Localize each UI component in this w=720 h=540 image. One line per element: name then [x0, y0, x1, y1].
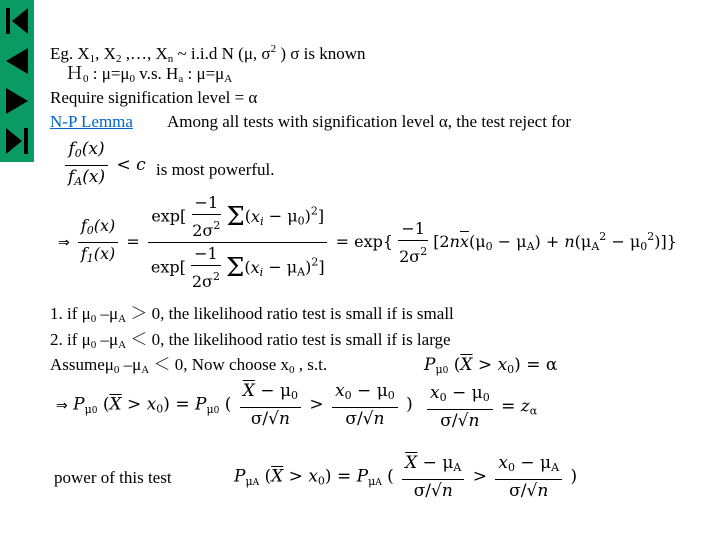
np-lemma-line: N-P Lemma Among all tests with signification level α, the test reject for — [50, 112, 571, 131]
critical-value-formula: $\frac{x_0 - \mu_0}{\sigma/√n}$ = $z_\alpha$ — [424, 382, 537, 432]
alpha-condition-formula: $P_{\mu 0}$ $(\overline{X} > x_0) = \alpha$ — [424, 355, 558, 376]
assumption-line: Assumeμ$_0$ $-\mu_A < 0$, Now choose $x_0$ , s.t. — [50, 355, 328, 376]
example-line: Eg. $X_1$, $X_2$ ,…, $X_n$ ~ i.i.d N (μ, $\sigma^2$ ) σ is known — [50, 43, 366, 65]
likelihood-ratio-formula: $\frac{f_0(x)}{f_A(x)}$ < c — [62, 138, 146, 193]
np-lemma-link[interactable]: N-P Lemma — [50, 112, 133, 131]
hypothesis-line: Ｈ$_0$ : $\mu=\mu_0$ v.s. $H_a$ : $\mu=\mu_A$ — [66, 64, 233, 85]
slide-navigation — [0, 0, 34, 162]
most-powerful-text: is most powerful. — [156, 160, 275, 179]
power-formula: $P_{\mu A}$ $(\overline{X} > x_0) = P_{\mu A}$ ( $\frac{\overline{X} - \mu_A}{\sigma/√n}$ > $\frac{x_0 - \mu_A}{\sigma/√n}$ ) — [234, 453, 578, 501]
standardized-null-formula: ⇒ $P_{\mu 0}$ $(\overline{X} > x_0) = P_{\mu 0}$ ( $\frac{\overline{X} - \mu_0}{\sigma/√n}$ > $\frac{x_0 - \mu_0}{\sigma/√n}$ ) — [56, 381, 413, 429]
first-slide-icon[interactable] — [3, 4, 31, 38]
case-one-line: 1. if $\mu_0$ $-\mu_A > 0$, the likelihood ratio test is small if is small — [50, 304, 454, 325]
previous-slide-icon[interactable] — [3, 44, 31, 78]
next-slide-icon[interactable] — [3, 84, 31, 118]
case-two-line: 2. if $\mu_0$ $-\mu_A < 0$, the likelihood ratio test is small if is large — [50, 330, 451, 351]
power-label: power of this test — [54, 468, 172, 487]
last-slide-icon[interactable] — [3, 124, 31, 158]
significance-line: Require signification level = α — [50, 88, 258, 107]
ratio-expansion-formula: ⇒ $\frac{f_0(x)}{f_1(x)}$ = exp[ $\frac{-1}{2\sigma^2}$ $\Sigma(x_i - \mu_0)^2$] exp[ $\frac{-1}{2\sigma^2}$ $\Sigma(x_i - \mu_A)^2$] = exp{ $\frac{-1}{2\sigma^2}$ $[2n\overline{x}(\mu_0 - \mu_A) + n(\mu_A^2 - \mu_0^2)]$} — [58, 193, 677, 291]
